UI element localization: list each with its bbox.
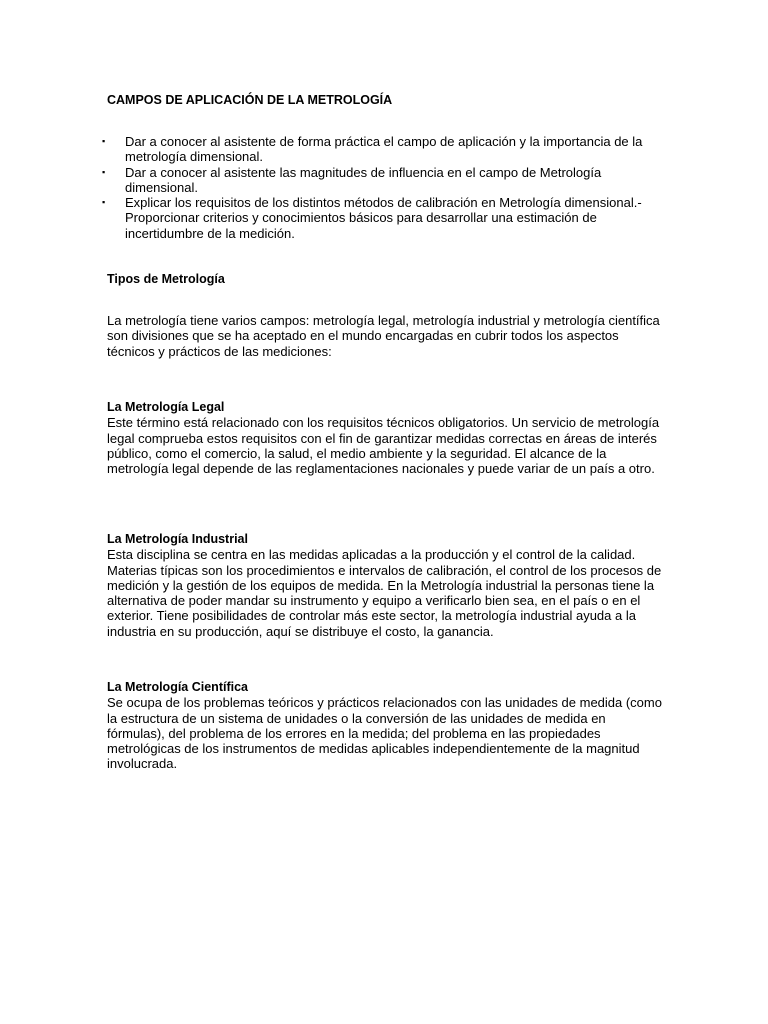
objectives-list bbox=[102, 134, 662, 241]
square-bullet-icon: ▪ bbox=[102, 197, 106, 208]
square-bullet-icon: ▪ bbox=[102, 136, 106, 146]
section-legal-metrology bbox=[107, 400, 667, 476]
section-heading: La Metrología Legal bbox=[107, 400, 225, 414]
section-heading: La Metrología Industrial bbox=[107, 532, 248, 546]
document-title: CAMPOS DE APLICACIÓN DE LA METROLOGÍA bbox=[107, 93, 393, 107]
section-heading: La Metrología Científica bbox=[107, 680, 248, 694]
objective-item bbox=[102, 134, 662, 165]
intro-paragraph: La metrología tiene varios campos: metrología legal, metrología industrial y metrología científica son divisiones que se ha aceptado en el mundo encargadas en cubrir todos los aspectos técnicos y prácticos de las mediciones: bbox=[107, 313, 660, 359]
objective-item bbox=[102, 165, 662, 196]
section-industrial-metrology bbox=[107, 532, 667, 639]
objective-text: Explicar los requisitos de los distintos métodos de calibración en Metrología dimensional.- Proporcionar criterios y conocimientos básicos para desarrollar una estimación de incertidumbre de la medición. bbox=[125, 195, 642, 241]
objective-text: Dar a conocer al asistente de forma práctica el campo de aplicación y la importancia de la metrología dimensional. bbox=[125, 134, 643, 165]
section-scientific-metrology bbox=[107, 680, 667, 772]
square-bullet-icon: ▪ bbox=[102, 166, 106, 177]
section-body: Este término está relacionado con los requisitos técnicos obligatorios. Un servicio de metrología legal comprueba estos requisitos con el fin de garantizar medidas correctas en áreas de interés público, como el comercio, la salud, el medio ambiente y la seguridad. El alcance de la metrología legal depende de las reglamentaciones nacionales y puede variar de un país a otro. bbox=[107, 415, 660, 477]
section-body: Esta disciplina se centra en las medidas aplicadas a la producción y el control de la calidad. Materias típicas son los procedimientos e intervalos de calibración, el control de los procesos de medición y la gestión de los equipos de medida. En la Metrología industrial la personas tiene la alternativa de poder mandar su instrumento y equipo a verificarlo bien sea, en el país o en el exterior. Tiene posibilidades de controlar más este sector, la metrología industrial ayuda a la industria en su producción, aquí se distribuye el costo, la ganancia. bbox=[107, 547, 662, 639]
objective-text: Dar a conocer al asistente las magnitudes de influencia en el campo de Metrología dimensional. bbox=[125, 164, 602, 195]
objective-item bbox=[102, 195, 662, 241]
section-body: Se ocupa de los problemas teóricos y prácticos relacionados con las unidades de medida (como la estructura de un sistema de unidades o la conversión de las unidades de medida en fórmulas), del problema de los errores en la medida; del problema en las propiedades metrológicas de los instrumentos de medidas aplicables independientemente de la magnitud involucrada. bbox=[107, 695, 662, 772]
types-heading: Tipos de Metrología bbox=[107, 272, 225, 286]
